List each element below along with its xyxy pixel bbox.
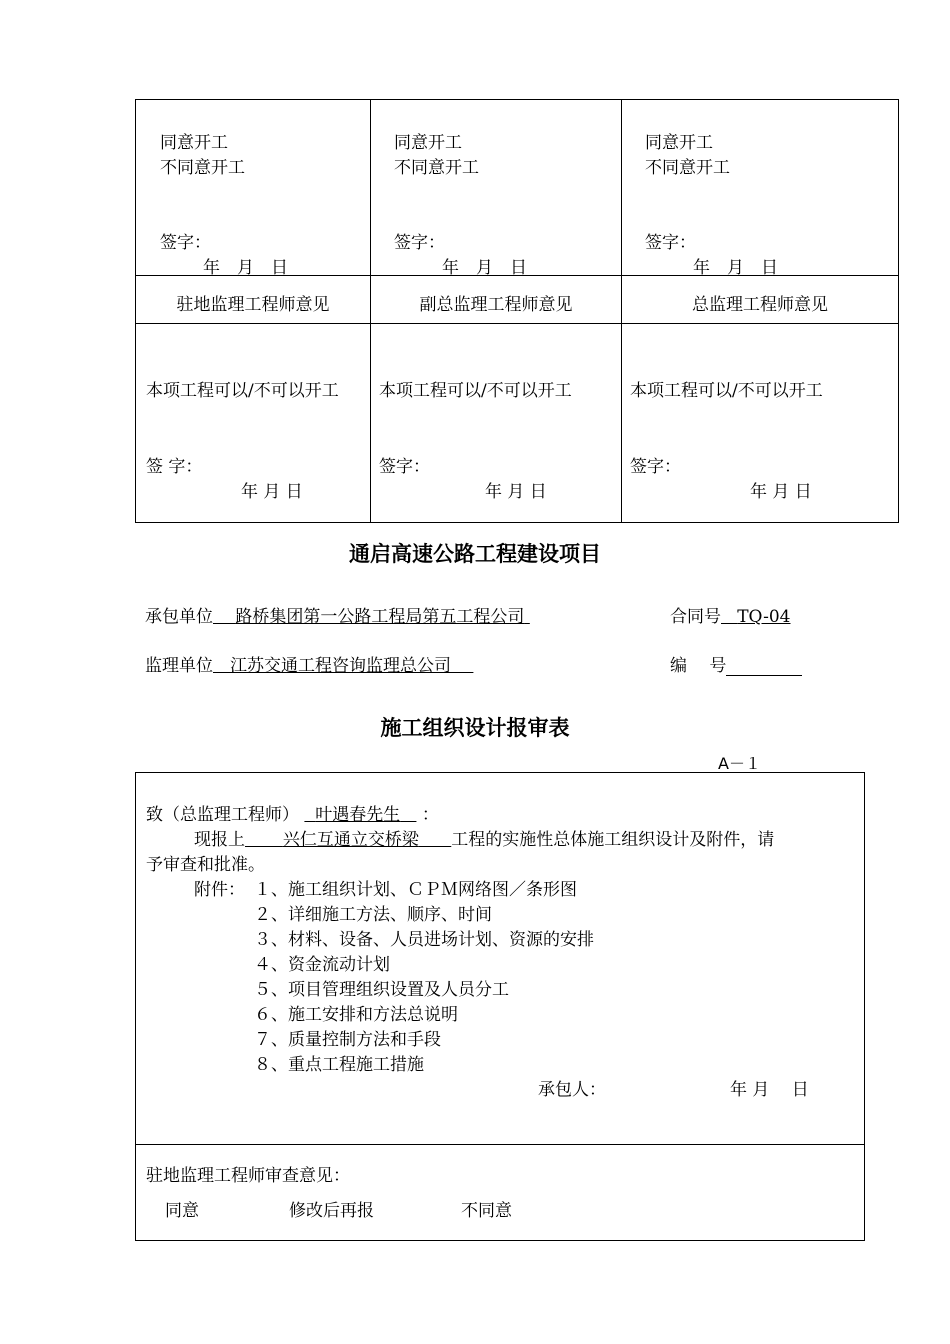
form-title: 施工组织设计报审表 [380, 715, 570, 740]
report-line-2: 予审查和批准。 [146, 855, 265, 875]
signature-label: 签字： [160, 233, 211, 253]
contractor-value: 路桥集团第一公路工程局第五工程公司 [235, 607, 525, 627]
contractor-sign-label: 承包人： [538, 1080, 606, 1100]
number-field[interactable] [726, 658, 802, 676]
signature-label: 签字： [630, 457, 681, 477]
row-divider [136, 1144, 864, 1145]
contractor-date: 年 月 日 [730, 1080, 809, 1100]
supervisor-label: 监理单位 [145, 656, 213, 676]
signature-label: 签字： [379, 457, 430, 477]
form-code: A－１ [718, 754, 761, 773]
supervisor-row [145, 651, 473, 676]
attachment-item: ５、项目管理组织设置及人员分工 [254, 980, 509, 1000]
signature-label: 签字： [394, 233, 445, 253]
attachment-item: ３、材料、设备、人员进场计划、资源的安排 [254, 930, 594, 950]
number-label: 编 号 [670, 656, 727, 676]
report-line: 现报上 兴仁互通立交桥梁 工程的实施性总体施工组织设计及附件，请 [194, 830, 775, 850]
attachment-item: ７、质量控制方法和手段 [254, 1030, 441, 1050]
attachment-item: ２、详细施工方法、顺序、时间 [254, 905, 492, 925]
supervisor-value: 江苏交通工程咨询监理总公司 [230, 656, 451, 676]
contractor-label: 承包单位 [145, 607, 213, 627]
resident-engineer-header: 驻地监理工程师意见 [176, 295, 330, 315]
number-row [670, 651, 802, 676]
contract-no-value: TQ-04 [737, 607, 791, 627]
date-label: 年 月 日 [203, 258, 288, 278]
attachments-label: 附件： [194, 880, 245, 900]
disagree-option[interactable]: 不同意开工 [645, 158, 730, 178]
opinion-text: 本项工程可以/不可以开工 [146, 381, 339, 401]
report-project: 兴仁互通立交桥梁 [282, 830, 419, 850]
agree-option[interactable]: 同意开工 [645, 133, 713, 153]
agree-option[interactable]: 同意开工 [160, 133, 228, 153]
row-divider [136, 323, 898, 324]
opinion-text: 本项工程可以/不可以开工 [630, 381, 823, 401]
signature-label: 签 字： [146, 457, 203, 477]
agree-option[interactable]: 同意开工 [394, 133, 462, 153]
option-disagree[interactable]: 不同意 [461, 1201, 512, 1221]
signature-label: 签字： [645, 233, 696, 253]
date-label: 年 月 日 [442, 258, 527, 278]
attachment-item: ４、资金流动计划 [254, 955, 390, 975]
date-label: 年 月 日 [485, 482, 547, 502]
addressee-line: 致（总监理工程师） 叶遇春先生 ： [146, 805, 439, 825]
chief-engineer-header: 总监理工程师意见 [692, 295, 828, 315]
deputy-engineer-header: 副总监理工程师意见 [419, 295, 573, 315]
review-label: 驻地监理工程师审查意见： [146, 1166, 350, 1186]
disagree-option[interactable]: 不同意开工 [394, 158, 479, 178]
contractor-row [145, 602, 530, 627]
date-label: 年 月 日 [241, 482, 303, 502]
contract-no-label: 合同号 [670, 607, 721, 627]
addressee-name: 叶遇春先生 [315, 805, 401, 825]
disagree-option[interactable]: 不同意开工 [160, 158, 245, 178]
option-revise[interactable]: 修改后再报 [289, 1201, 374, 1221]
project-title: 通启高速公路工程建设项目 [349, 541, 601, 566]
date-label: 年 月 日 [750, 482, 812, 502]
date-label: 年 月 日 [693, 258, 778, 278]
option-agree[interactable]: 同意 [165, 1201, 199, 1221]
attachment-item: ８、重点工程施工措施 [254, 1055, 424, 1075]
contract-no-row [670, 602, 791, 627]
opinion-text: 本项工程可以/不可以开工 [379, 381, 572, 401]
attachment-item: ６、施工安排和方法总说明 [254, 1005, 458, 1025]
attachment-item: １、施工组织计划、ＣＰＭ网络图／条形图 [254, 880, 577, 900]
